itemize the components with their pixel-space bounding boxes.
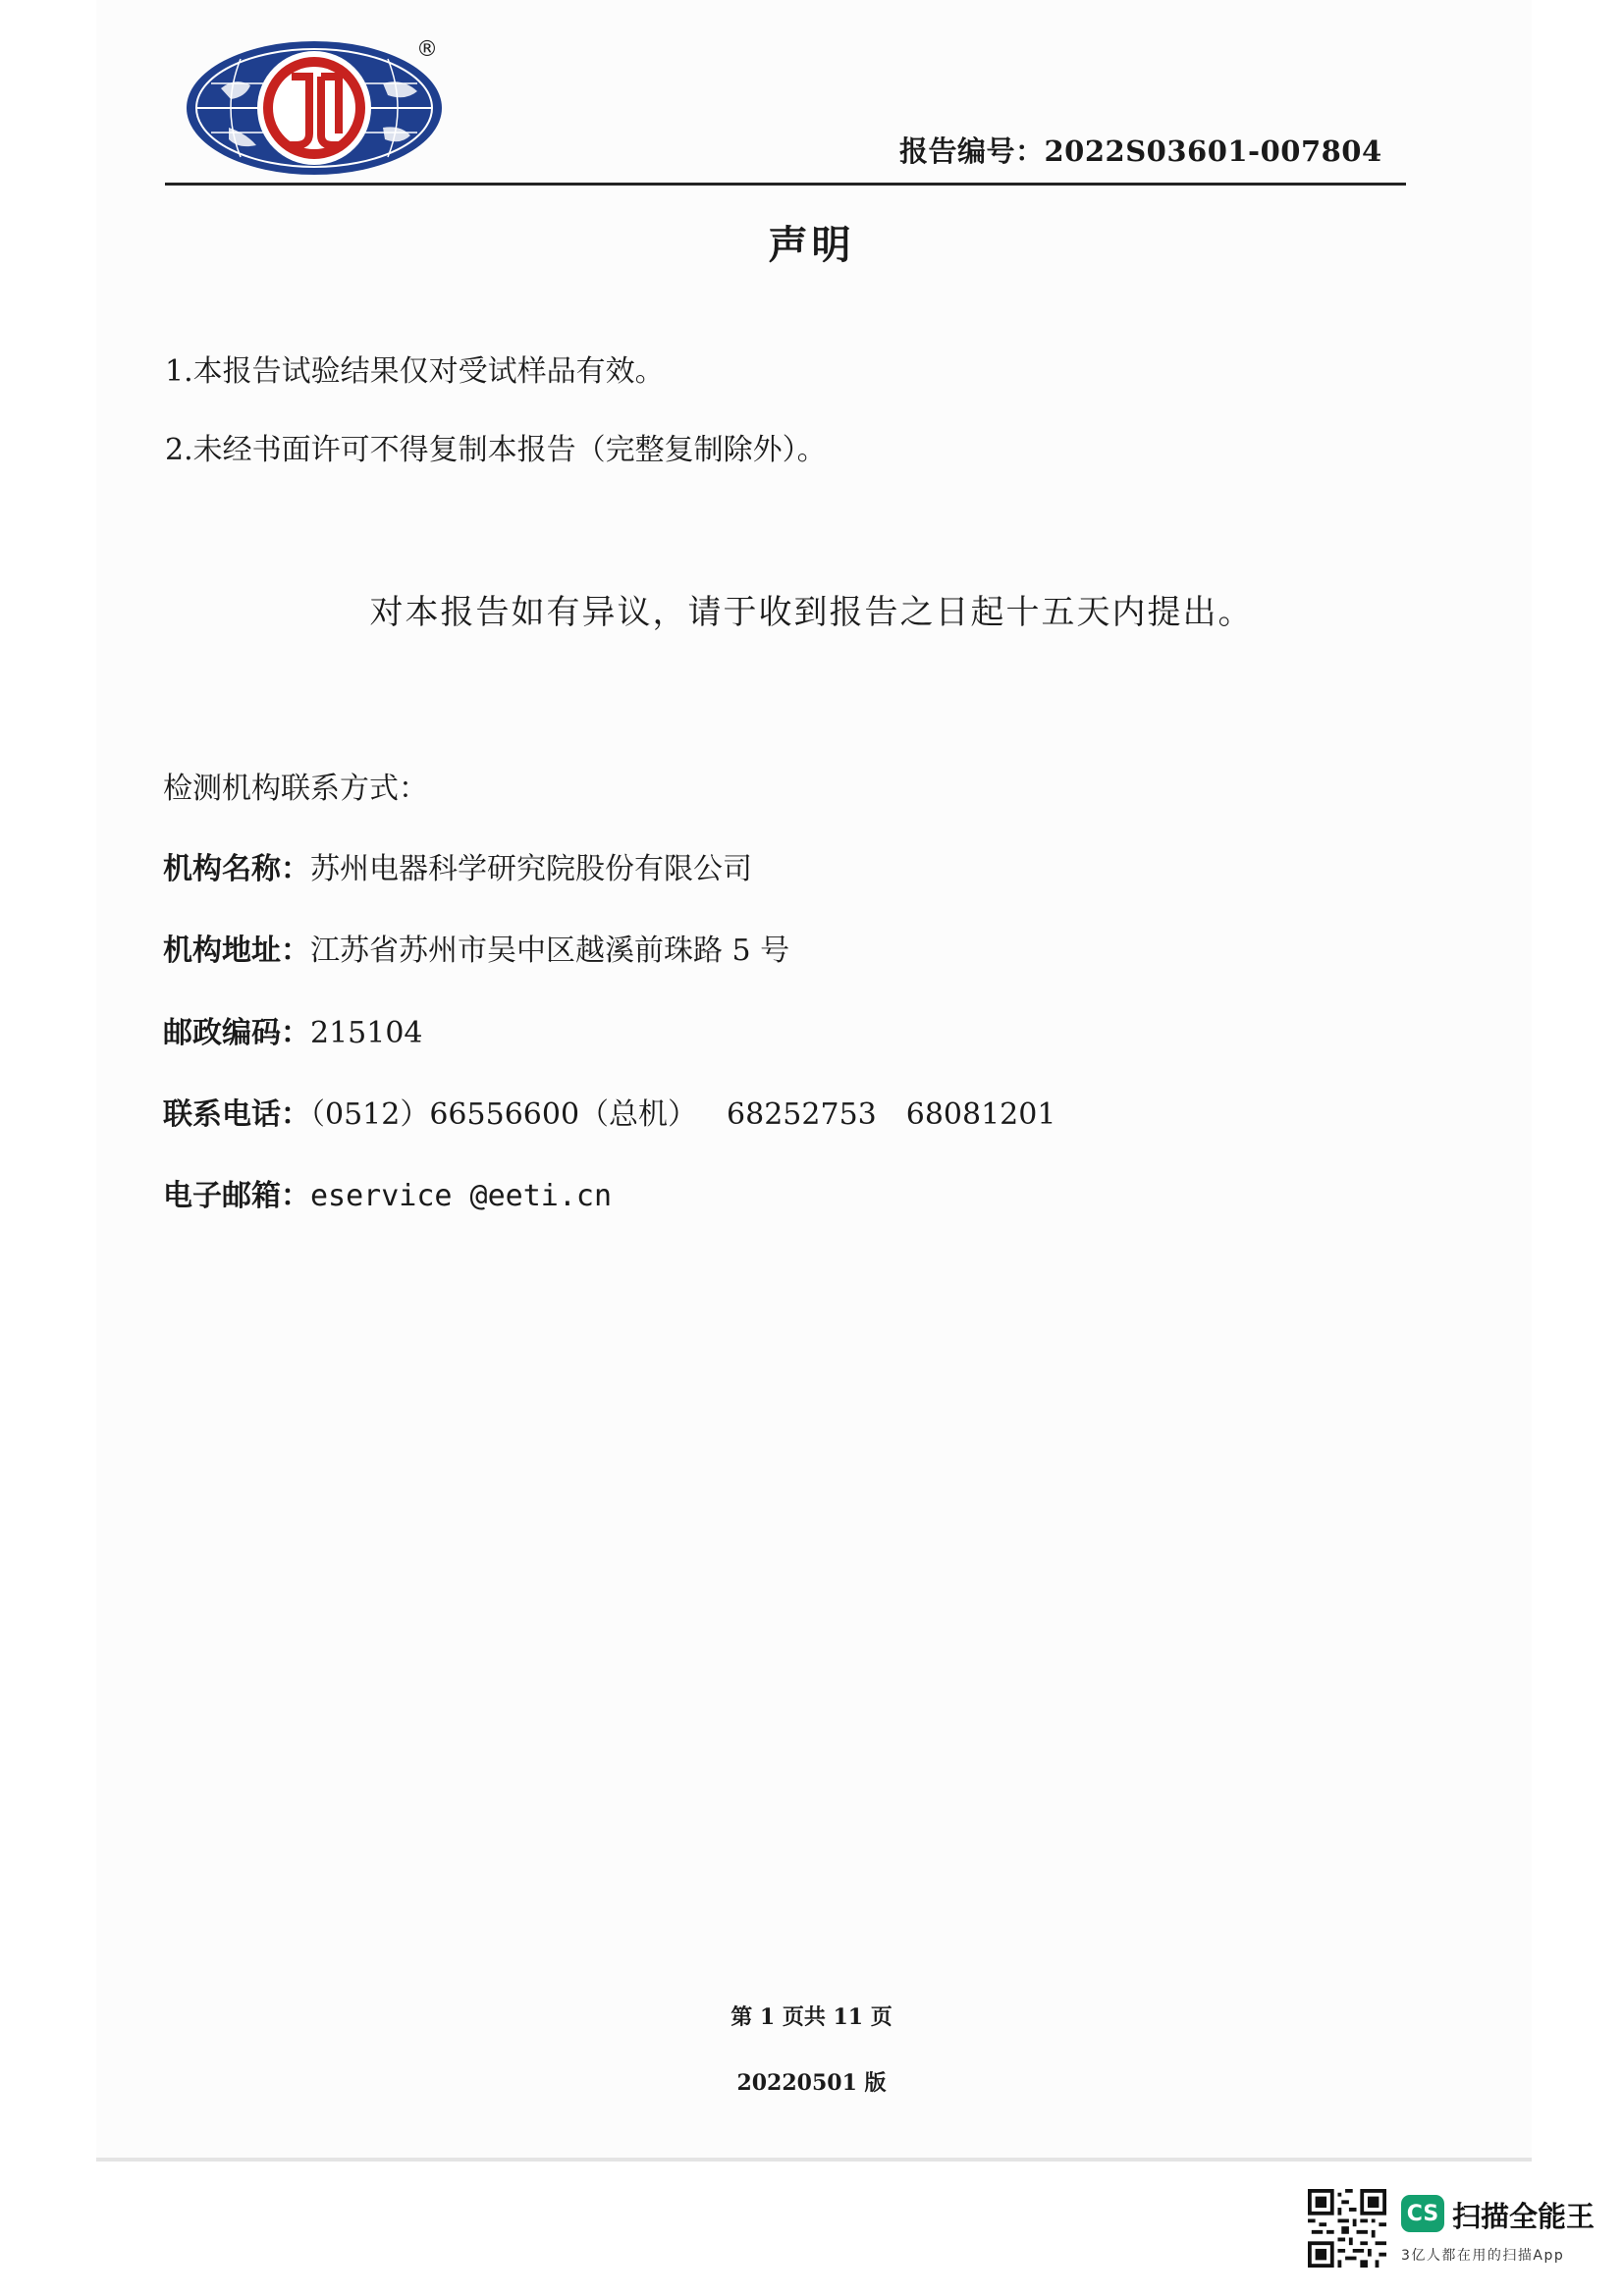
objection-notice: 对本报告如有异议，请于收到报告之日起十五天内提出。 [369, 593, 1254, 632]
phone-label: 联系电话： [163, 1097, 310, 1132]
org-address-row [163, 926, 789, 969]
company-logo [182, 29, 452, 187]
org-name-value: 苏州电器科学研究院股份有限公司 [310, 852, 752, 886]
report-number: 报告编号：2022S03601-007804 [899, 134, 1382, 168]
postcode-value: 215104 [310, 1016, 423, 1050]
org-address-value: 江苏省苏州市吴中区越溪前珠路 5 号 [310, 934, 790, 968]
org-name-row [163, 844, 752, 887]
contact-heading: 检测机构联系方式： [163, 772, 428, 806]
header-divider [165, 183, 1406, 186]
email-row [163, 1171, 612, 1214]
phone-third: 68081201 [905, 1097, 1056, 1132]
org-address-label: 机构地址： [163, 934, 310, 968]
page-title: 声明 [768, 222, 855, 268]
statement-2: 2.未经书面许可不得复制本报告（完整复制除外）。 [165, 433, 827, 467]
camscanner-logo-icon: CS [1401, 2195, 1444, 2232]
email-value: eservice @eeti.cn [310, 1179, 613, 1213]
camscanner-slogan: 3亿人都在用的扫描App [1401, 2248, 1565, 2264]
document-page [96, 0, 1532, 2160]
postcode-label: 邮政编码： [163, 1016, 310, 1050]
phone-main: （0512）66556600（总机） [310, 1097, 698, 1132]
registered-mark: ® [416, 37, 438, 62]
edition-label: 20220501 版 [736, 2070, 887, 2096]
statement-1: 1.本报告试验结果仅对受试样品有效。 [165, 354, 665, 389]
qr-code-icon [1308, 2189, 1386, 2268]
scan-edge [96, 2158, 1532, 2162]
camscanner-brand: 扫描全能王 [1452, 2200, 1596, 2233]
phone-row [163, 1090, 1055, 1133]
email-label: 电子邮箱： [163, 1179, 310, 1213]
page-number: 第 1 页共 11 页 [730, 2004, 893, 2030]
postcode-row [163, 1008, 423, 1051]
org-name-label: 机构名称： [163, 852, 310, 886]
phone-second: 68252753 [727, 1097, 877, 1132]
